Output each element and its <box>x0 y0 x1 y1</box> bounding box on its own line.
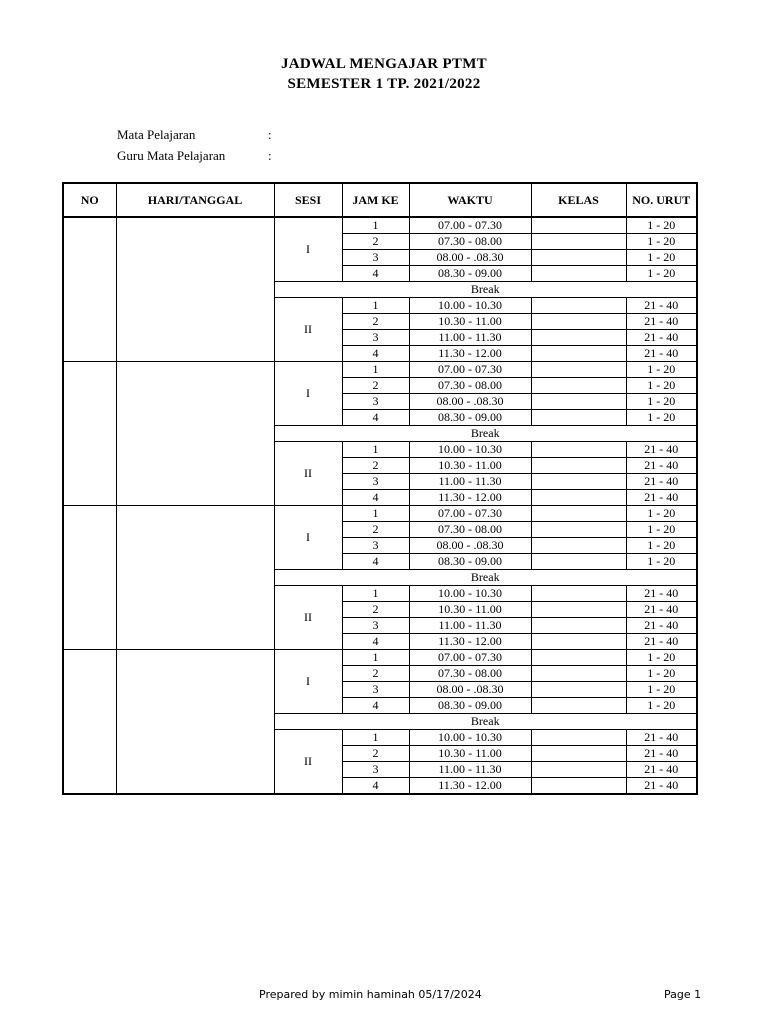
kelas-cell <box>531 394 626 410</box>
waktu-cell: 10.30 - 11.00 <box>409 458 531 474</box>
jam-ke-cell: 2 <box>342 378 409 394</box>
schedule-body <box>63 217 697 794</box>
kelas-cell <box>531 346 626 362</box>
break-label: Break <box>274 282 697 298</box>
jam-ke-cell: 3 <box>342 474 409 490</box>
sesi-cell: I <box>274 217 342 282</box>
jam-ke-cell: 1 <box>342 362 409 378</box>
kelas-cell <box>531 554 626 570</box>
waktu-cell: 11.30 - 12.00 <box>409 490 531 506</box>
waktu-cell: 07.00 - 07.30 <box>409 362 531 378</box>
waktu-cell: 07.00 - 07.30 <box>409 217 531 234</box>
day-no-cell <box>63 506 116 650</box>
day-date-cell <box>116 217 274 362</box>
kelas-cell <box>531 490 626 506</box>
no-urut-cell: 21 - 40 <box>626 602 697 618</box>
waktu-cell: 11.00 - 11.30 <box>409 762 531 778</box>
jam-ke-cell: 2 <box>342 314 409 330</box>
kelas-cell <box>531 698 626 714</box>
jam-ke-cell: 3 <box>342 394 409 410</box>
kelas-cell <box>531 217 626 234</box>
kelas-cell <box>531 634 626 650</box>
no-urut-cell: 21 - 40 <box>626 298 697 314</box>
document-subtitle: SEMESTER 1 TP. 2021/2022 <box>287 76 481 92</box>
kelas-cell <box>531 730 626 746</box>
no-urut-cell: 1 - 20 <box>626 522 697 538</box>
field-separator: : <box>268 127 272 142</box>
jam-ke-cell: 4 <box>342 778 409 795</box>
sesi-cell: II <box>274 298 342 362</box>
field-label: Guru Mata Pelajaran <box>117 148 226 163</box>
column-header-jam-ke: JAM KE <box>342 183 409 217</box>
column-header-no: NO <box>63 183 116 217</box>
column-header-waktu: WAKTU <box>409 183 531 217</box>
no-urut-cell: 1 - 20 <box>626 554 697 570</box>
break-label: Break <box>274 426 697 442</box>
waktu-cell: 11.00 - 11.30 <box>409 474 531 490</box>
sesi-cell: II <box>274 586 342 650</box>
sesi-cell: II <box>274 442 342 506</box>
sesi-cell: I <box>274 506 342 570</box>
jam-ke-cell: 3 <box>342 762 409 778</box>
kelas-cell <box>531 234 626 250</box>
sesi-cell: I <box>274 650 342 714</box>
field-mata-pelajaran <box>117 127 272 143</box>
table-row <box>63 650 697 666</box>
jam-ke-cell: 3 <box>342 538 409 554</box>
jam-ke-cell: 2 <box>342 602 409 618</box>
jam-ke-cell: 3 <box>342 618 409 634</box>
jam-ke-cell: 1 <box>342 586 409 602</box>
day-no-cell <box>63 217 116 362</box>
footer-prepared-by: Prepared by mimin haminah 05/17/2024 <box>259 988 482 1001</box>
document-title: JADWAL MENGAJAR PTMT <box>280 56 487 72</box>
kelas-cell <box>531 330 626 346</box>
waktu-cell: 11.30 - 12.00 <box>409 346 531 362</box>
jam-ke-cell: 2 <box>342 234 409 250</box>
waktu-cell: 10.30 - 11.00 <box>409 314 531 330</box>
waktu-cell: 07.30 - 08.00 <box>409 666 531 682</box>
no-urut-cell: 1 - 20 <box>626 666 697 682</box>
column-header-sesi: SESI <box>274 183 342 217</box>
no-urut-cell: 1 - 20 <box>626 410 697 426</box>
jam-ke-cell: 1 <box>342 506 409 522</box>
kelas-cell <box>531 650 626 666</box>
waktu-cell: 08.00 - .08.30 <box>409 250 531 266</box>
waktu-cell: 11.00 - 11.30 <box>409 330 531 346</box>
column-header-no-urut: NO. URUT <box>626 183 697 217</box>
waktu-cell: 10.00 - 10.30 <box>409 442 531 458</box>
day-date-cell <box>116 506 274 650</box>
waktu-cell: 08.30 - 09.00 <box>409 554 531 570</box>
table-header-row <box>63 183 697 217</box>
waktu-cell: 11.30 - 12.00 <box>409 778 531 795</box>
kelas-cell <box>531 458 626 474</box>
jam-ke-cell: 4 <box>342 554 409 570</box>
kelas-cell <box>531 586 626 602</box>
waktu-cell: 10.00 - 10.30 <box>409 298 531 314</box>
kelas-cell <box>531 666 626 682</box>
jam-ke-cell: 1 <box>342 298 409 314</box>
jam-ke-cell: 4 <box>342 410 409 426</box>
kelas-cell <box>531 250 626 266</box>
waktu-cell: 10.00 - 10.30 <box>409 586 531 602</box>
kelas-cell <box>531 762 626 778</box>
no-urut-cell: 21 - 40 <box>626 442 697 458</box>
jam-ke-cell: 3 <box>342 250 409 266</box>
table-row <box>63 362 697 378</box>
no-urut-cell: 1 - 20 <box>626 362 697 378</box>
day-no-cell <box>63 362 116 506</box>
kelas-cell <box>531 618 626 634</box>
table-row <box>63 506 697 522</box>
no-urut-cell: 21 - 40 <box>626 746 697 762</box>
day-no-cell <box>63 650 116 795</box>
no-urut-cell: 21 - 40 <box>626 586 697 602</box>
no-urut-cell: 21 - 40 <box>626 730 697 746</box>
kelas-cell <box>531 410 626 426</box>
jam-ke-cell: 1 <box>342 730 409 746</box>
no-urut-cell: 21 - 40 <box>626 762 697 778</box>
jam-ke-cell: 1 <box>342 217 409 234</box>
waktu-cell: 07.00 - 07.30 <box>409 650 531 666</box>
footer-page-number: Page 1 <box>664 988 702 1001</box>
jam-ke-cell: 2 <box>342 746 409 762</box>
no-urut-cell: 1 - 20 <box>626 682 697 698</box>
kelas-cell <box>531 538 626 554</box>
waktu-cell: 11.00 - 11.30 <box>409 618 531 634</box>
field-separator: : <box>268 148 272 163</box>
waktu-cell: 10.30 - 11.00 <box>409 746 531 762</box>
waktu-cell: 08.30 - 09.00 <box>409 410 531 426</box>
no-urut-cell: 1 - 20 <box>626 378 697 394</box>
waktu-cell: 08.00 - .08.30 <box>409 394 531 410</box>
jam-ke-cell: 3 <box>342 682 409 698</box>
kelas-cell <box>531 602 626 618</box>
no-urut-cell: 1 - 20 <box>626 538 697 554</box>
kelas-cell <box>531 474 626 490</box>
day-date-cell <box>116 362 274 506</box>
jam-ke-cell: 2 <box>342 522 409 538</box>
day-date-cell <box>116 650 274 795</box>
no-urut-cell: 1 - 20 <box>626 217 697 234</box>
kelas-cell <box>531 362 626 378</box>
waktu-cell: 07.30 - 08.00 <box>409 378 531 394</box>
schedule-table <box>62 182 698 795</box>
waktu-cell: 08.00 - .08.30 <box>409 682 531 698</box>
no-urut-cell: 21 - 40 <box>626 778 697 795</box>
sesi-cell: I <box>274 362 342 426</box>
waktu-cell: 08.30 - 09.00 <box>409 266 531 282</box>
no-urut-cell: 1 - 20 <box>626 234 697 250</box>
jam-ke-cell: 2 <box>342 458 409 474</box>
no-urut-cell: 1 - 20 <box>626 698 697 714</box>
jam-ke-cell: 4 <box>342 490 409 506</box>
jam-ke-cell: 1 <box>342 442 409 458</box>
jam-ke-cell: 4 <box>342 266 409 282</box>
jam-ke-cell: 2 <box>342 666 409 682</box>
kelas-cell <box>531 266 626 282</box>
no-urut-cell: 1 - 20 <box>626 394 697 410</box>
no-urut-cell: 1 - 20 <box>626 266 697 282</box>
no-urut-cell: 1 - 20 <box>626 506 697 522</box>
no-urut-cell: 1 - 20 <box>626 250 697 266</box>
kelas-cell <box>531 442 626 458</box>
kelas-cell <box>531 522 626 538</box>
waktu-cell: 08.30 - 09.00 <box>409 698 531 714</box>
waktu-cell: 07.30 - 08.00 <box>409 522 531 538</box>
kelas-cell <box>531 506 626 522</box>
sesi-cell: II <box>274 730 342 795</box>
kelas-cell <box>531 778 626 795</box>
waktu-cell: 07.00 - 07.30 <box>409 506 531 522</box>
jam-ke-cell: 4 <box>342 698 409 714</box>
field-label: Mata Pelajaran <box>117 127 196 142</box>
no-urut-cell: 21 - 40 <box>626 490 697 506</box>
table-row <box>63 217 697 234</box>
no-urut-cell: 21 - 40 <box>626 346 697 362</box>
jam-ke-cell: 4 <box>342 634 409 650</box>
break-label: Break <box>274 714 697 730</box>
no-urut-cell: 1 - 20 <box>626 650 697 666</box>
kelas-cell <box>531 298 626 314</box>
waktu-cell: 10.30 - 11.00 <box>409 602 531 618</box>
waktu-cell: 07.30 - 08.00 <box>409 234 531 250</box>
waktu-cell: 10.00 - 10.30 <box>409 730 531 746</box>
jam-ke-cell: 3 <box>342 330 409 346</box>
no-urut-cell: 21 - 40 <box>626 330 697 346</box>
jam-ke-cell: 1 <box>342 650 409 666</box>
no-urut-cell: 21 - 40 <box>626 618 697 634</box>
waktu-cell: 08.00 - .08.30 <box>409 538 531 554</box>
column-header-kelas: KELAS <box>531 183 626 217</box>
no-urut-cell: 21 - 40 <box>626 314 697 330</box>
kelas-cell <box>531 682 626 698</box>
waktu-cell: 11.30 - 12.00 <box>409 634 531 650</box>
kelas-cell <box>531 746 626 762</box>
jam-ke-cell: 4 <box>342 346 409 362</box>
kelas-cell <box>531 314 626 330</box>
column-header-hari-tanggal: HARI/TANGGAL <box>116 183 274 217</box>
no-urut-cell: 21 - 40 <box>626 634 697 650</box>
no-urut-cell: 21 - 40 <box>626 474 697 490</box>
field-guru-mata-pelajaran <box>117 148 272 164</box>
no-urut-cell: 21 - 40 <box>626 458 697 474</box>
kelas-cell <box>531 378 626 394</box>
break-label: Break <box>274 570 697 586</box>
